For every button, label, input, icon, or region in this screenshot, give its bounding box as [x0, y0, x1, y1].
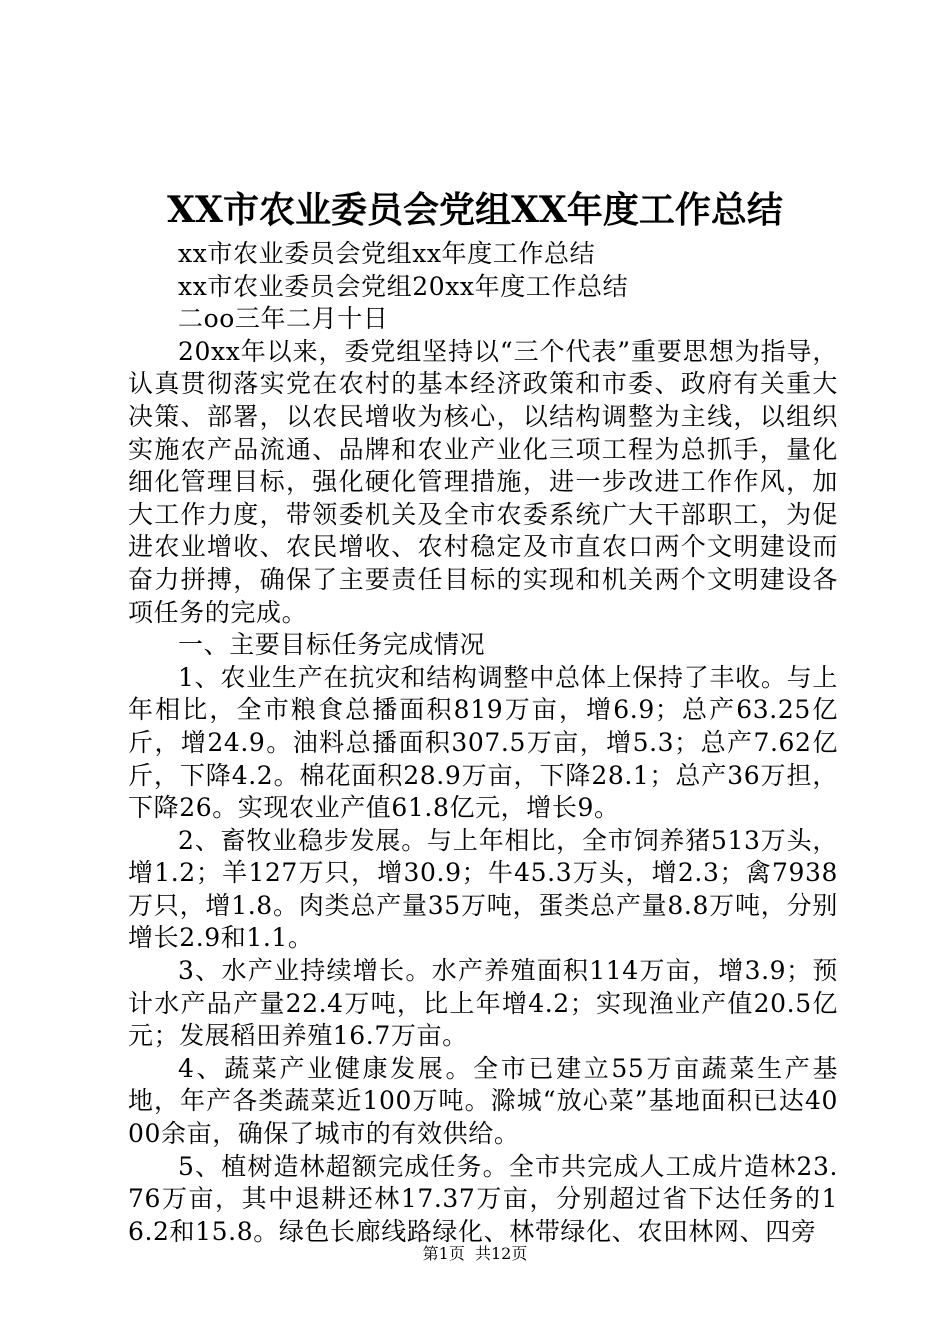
section-heading: 一、主要目标任务完成情况 [178, 630, 486, 660]
page-footer: 第1页 共12页 [422, 1244, 528, 1263]
paragraph-aquaculture: 3、水产业持续增长。水产养殖面积114万亩，增3.9；预计水产品产量22.4万吨，比上年增4.2；实现渔业产值20.5亿元；发展稻田养殖16.7万亩。 [128, 956, 838, 1051]
subtitle-line-year: xx市农业委员会党组20xx年度工作总结 [178, 271, 629, 301]
date-line: 二oo三年二月十日 [178, 304, 389, 334]
paragraph-forestry: 5、植树造林超额完成任务。全市共完成人工成片造林23.76万亩，其中退耕还林17.37万亩，分别超过省下达任务的16.2和15.8。绿色长廊线路绿化、林带绿化、农田林网、四旁 [128, 1151, 838, 1246]
paragraph-vegetables: 4、蔬菜产业健康发展。全市已建立55万亩蔬菜生产基地，年产各类蔬菜近100万吨。滁城“放心菜”基地面积已达4000余亩，确保了城市的有效供给。 [128, 1053, 838, 1149]
document-body [128, 238, 838, 1248]
intro-paragraph: 20xx年以来，委党组坚持以“三个代表”重要思想为指导，认真贯彻落实党在农村的基本经济政策和市委、政府有关重大决策、部署，以农民增收为核心，以结构调整为主线，以组织实施农产品流通、品牌和农业产业化三项工程为总抓手，量化细化管理目标，强化硬化管理措施，进一步改进工作作风，加大工作力度，带领委机关及全市农委系统广大干部职工，为促进农业增收、农民增收、农村稳定及市直农口两个文明建设而奋力拼搏，确保了主要责任目标的实现和机关两个文明建设各项任务的完成。 [128, 336, 838, 627]
paragraph-agriculture: 1、农业生产在抗灾和结构调整中总体上保持了丰收。与上年相比，全市粮食总播面积819万亩，增6.9；总产63.25亿斤，增24.9。油料总播面积307.5万亩，增5.3；总产7.62亿斤，下降4.2。棉花面积28.9万亩，下降28.1；总产36万担，下降26。实现农业产值61.8亿元，增长9。 [128, 662, 838, 823]
paragraph-livestock: 2、畜牧业稳步发展。与上年相比，全市饲养猪513万头，增1.2；羊127万只，增30.9；牛45.3万头，增2.3；禽7938万只，增1.8。肉类总产量35万吨，蛋类总产量8.8万吨，分别增长2.9和1.1。 [128, 825, 838, 953]
subtitle-line: xx市农业委员会党组xx年度工作总结 [178, 239, 596, 268]
document-title: XX市农业委员会党组XX年度工作总结 [167, 189, 783, 231]
